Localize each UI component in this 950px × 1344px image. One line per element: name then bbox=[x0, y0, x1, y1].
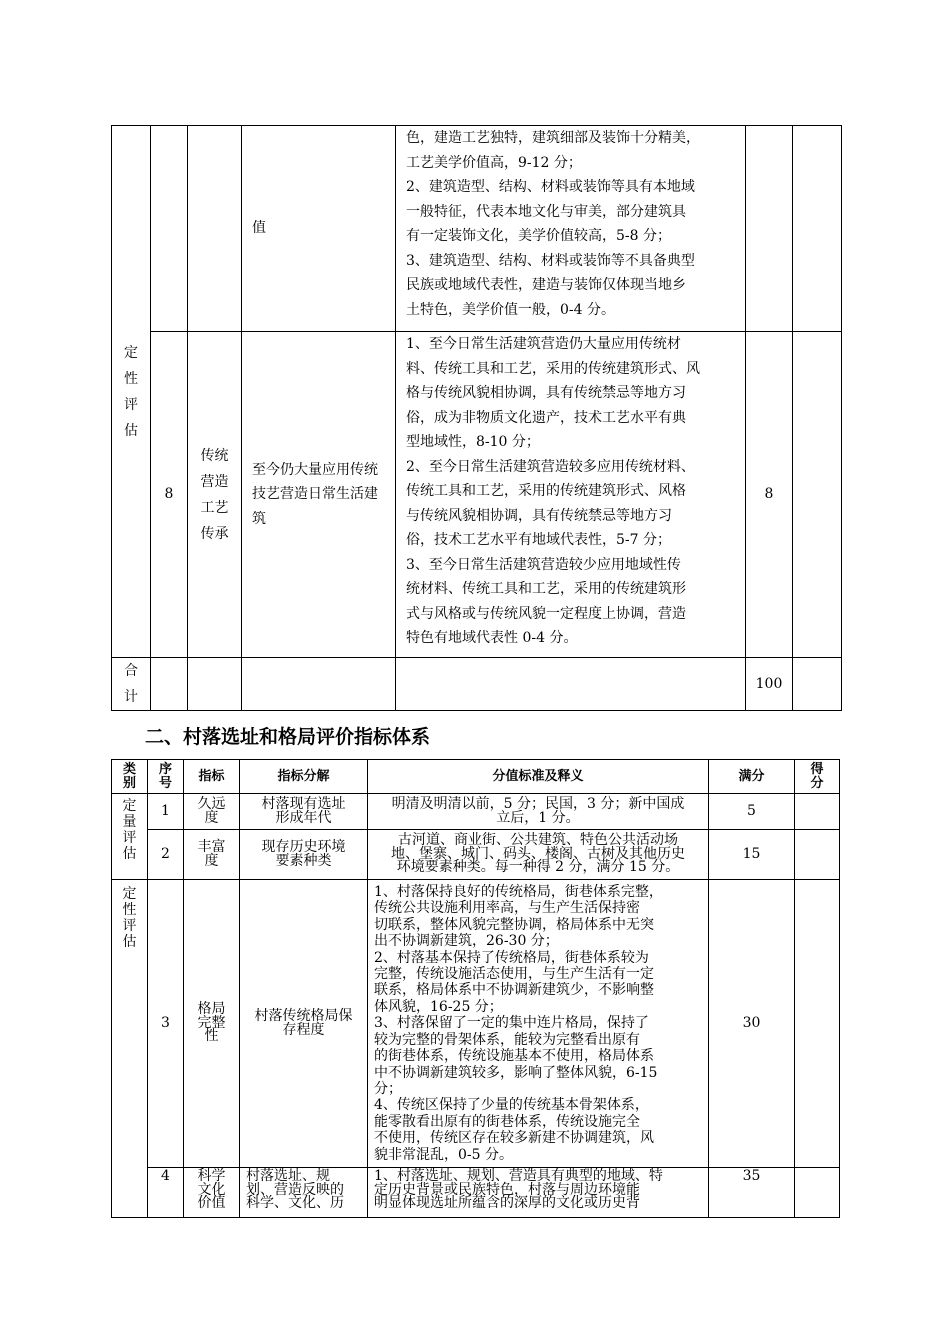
score-cell bbox=[795, 880, 840, 1168]
header-indicator: 指标 bbox=[184, 760, 240, 794]
criteria-line: 工艺美学价值高，9-12 分； bbox=[406, 154, 582, 171]
criteria-line: 有一定装饰文化，美学价值较高，5-8 分； bbox=[406, 228, 671, 244]
indicator-line: 营造 bbox=[200, 473, 229, 490]
full-score-cell: 30 bbox=[709, 880, 795, 1168]
indicator-line: 工艺 bbox=[200, 499, 229, 516]
indicator-cell: 久远 度 bbox=[184, 794, 240, 830]
criteria-cell bbox=[396, 126, 746, 332]
indicator-line: 传承 bbox=[200, 525, 229, 542]
criteria-cell bbox=[396, 332, 746, 658]
full-score-cell: 15 bbox=[709, 830, 795, 880]
indicator-line: 传统 bbox=[200, 447, 229, 464]
criteria-line: 统材料、传统工具和工艺，采用的传统建筑形 bbox=[406, 581, 686, 597]
criteria-line: 3、至今日常生活建筑营造较少应用地域性传 bbox=[406, 556, 681, 573]
empty-cell bbox=[793, 658, 842, 711]
criteria-line: 型地域性，8-10 分； bbox=[406, 434, 540, 450]
decomposition-cell: 村落传统格局保 存程度 bbox=[240, 880, 368, 1168]
criteria-line: 3、建筑造型、结构、材料或装饰等不具备典型 bbox=[406, 252, 695, 269]
criteria-line: 传统工具和工艺，采用的传统建筑形式、风格 bbox=[406, 483, 686, 499]
table-row bbox=[112, 1168, 840, 1218]
indicator-cell: 丰富 度 bbox=[184, 830, 240, 880]
criteria-line: 色，建造工艺独特，建筑细部及装饰十分精美， bbox=[406, 130, 700, 146]
criteria-line: 俗，成为非物质文化遗产，技术工艺水平有典 bbox=[406, 409, 686, 426]
score-cell bbox=[746, 126, 793, 332]
criteria-line: 俗，技术工艺水平有地域代表性，5-7 分； bbox=[406, 532, 671, 548]
criteria-cell: 古河道、商业街、公共建筑、特色公共活动场 地、堡寨、城门、码头、楼阁、古树及其他历史 环境要素种类。每一种得 2 分，满分 15 分。 bbox=[368, 830, 709, 880]
score-cell bbox=[795, 794, 840, 830]
index-cell: 4 bbox=[148, 1168, 184, 1218]
category-cell bbox=[112, 126, 151, 658]
header-category: 类别 bbox=[112, 760, 148, 794]
total-label-cell bbox=[112, 658, 151, 711]
criteria-line: 2、建筑造型、结构、材料或装饰等具有本地域 bbox=[406, 179, 695, 195]
criteria-line: 料、传统工具和工艺，采用的传统建筑形式、风 bbox=[406, 360, 700, 377]
criteria-cell: 1、村落选址、规划、营造具有典型的地域、特 定历史背景或民族特色，村落与周边环境能 明显体现选址所蕴含的深厚的文化或历史背 bbox=[368, 1168, 709, 1218]
score-cell: 8 bbox=[746, 332, 793, 658]
criteria-line: 与传统风貌相协调，具有传统禁忌等地方习 bbox=[406, 507, 672, 524]
index-cell bbox=[151, 126, 188, 332]
criteria-line: 民族或地域代表性，建造与装饰仅体现当地乡 bbox=[406, 277, 686, 293]
total-score-cell: 100 bbox=[746, 658, 793, 711]
category-cell bbox=[112, 880, 148, 1218]
total-row bbox=[112, 658, 842, 711]
criteria-line: 一般特征，代表本地文化与审美，部分建筑具 bbox=[406, 203, 686, 220]
indicator-cell bbox=[188, 126, 242, 332]
criteria-cell: 明清及明清以前，5 分；民国，3 分；新中国成 立后，1 分。 bbox=[368, 794, 709, 830]
actual-score-cell bbox=[793, 126, 842, 332]
header-score: 得分 bbox=[795, 760, 840, 794]
table-row bbox=[112, 332, 842, 658]
table-row bbox=[112, 880, 840, 1168]
header-full-score: 满分 bbox=[709, 760, 795, 794]
indicator-cell: 格局 完整 性 bbox=[184, 880, 240, 1168]
empty-cell bbox=[151, 658, 188, 711]
total-label: 合计 bbox=[124, 663, 138, 705]
header-criteria: 分值标准及释义 bbox=[368, 760, 709, 794]
section-title: 二、村落选址和格局评价指标体系 bbox=[145, 726, 431, 748]
criteria-line: 土特色，美学价值一般，0-4 分。 bbox=[406, 301, 615, 318]
criteria-cell: 1、村落保持良好的传统格局，街巷体系完整， 传统公共设施利用率高，与生产生活保持密 切联系，整体风貌完整协调，格局体系中无突 出不协调新建筑，26-30 分； 2、村落基本保持了传统格局，街巷体系较为 完整，传统设施活态使用，与生产生活有一定 联系，格局体系中不协调新建筑少，不影响整 体风貌，16-25 分； 3、村落保留了一定的集中连片格局，保持了 较为完整的骨架体系，能较为完整看出原有 的街巷体系，传统设施基本不使用，格局体系 中不协调新建筑较多，影响了整体风貌，6-15 分； 4、传统区保持了少量的传统基本骨架体系， 能零散看出原有的街巷体系，传统设施完全 不使用，传统区存在较多新建不协调建筑，风 貌非常混乱，0-5 分。 bbox=[368, 880, 709, 1168]
decomposition-cell: 村落现有选址 形成年代 bbox=[240, 794, 368, 830]
category-label: 定性评估 bbox=[124, 344, 138, 439]
score-cell bbox=[795, 1168, 840, 1218]
criteria-line: 格与传统风貌相协调，具有传统禁忌等地方习 bbox=[406, 385, 686, 401]
category-label: 定性评估 bbox=[122, 886, 137, 950]
indicator-cell bbox=[188, 332, 242, 658]
table-row bbox=[112, 794, 840, 830]
full-score-cell: 5 bbox=[709, 794, 795, 830]
assessment-table-continued bbox=[111, 125, 842, 711]
index-cell: 1 bbox=[148, 794, 184, 830]
decomposition-cell: 至今仍大量应用传统技艺营造日常生活建筑 bbox=[242, 332, 396, 658]
index-cell: 3 bbox=[148, 880, 184, 1168]
full-score-cell: 35 bbox=[709, 1168, 795, 1218]
table-row bbox=[112, 830, 840, 880]
category-label: 定量评估 bbox=[122, 798, 137, 862]
criteria-line: 2、至今日常生活建筑营造较多应用传统材料、 bbox=[406, 458, 695, 475]
indicator-cell: 科学 文化 价值 bbox=[184, 1168, 240, 1218]
empty-cell bbox=[396, 658, 746, 711]
header-index: 序号 bbox=[148, 760, 184, 794]
header-decomposition: 指标分解 bbox=[240, 760, 368, 794]
decomposition-cell: 值 bbox=[242, 126, 396, 332]
category-cell bbox=[112, 794, 148, 880]
score-cell bbox=[795, 830, 840, 880]
decomposition-cell: 现存历史环境 要素种类 bbox=[240, 830, 368, 880]
empty-cell bbox=[188, 658, 242, 711]
decomposition-cell: 村落选址、规 划、营造反映的 科学、文化、历 bbox=[240, 1168, 368, 1218]
index-cell: 8 bbox=[151, 332, 188, 658]
actual-score-cell bbox=[793, 332, 842, 658]
criteria-line: 式与风格或与传统风貌一定程度上协调，营造 bbox=[406, 605, 686, 622]
criteria-line: 特色有地域代表性 0-4 分。 bbox=[406, 630, 578, 646]
site-layout-assessment-table bbox=[111, 759, 840, 1218]
criteria-line: 1、至今日常生活建筑营造仍大量应用传统材 bbox=[406, 336, 681, 352]
table-row bbox=[112, 126, 842, 332]
empty-cell bbox=[242, 658, 396, 711]
header-row bbox=[112, 760, 840, 794]
index-cell: 2 bbox=[148, 830, 184, 880]
